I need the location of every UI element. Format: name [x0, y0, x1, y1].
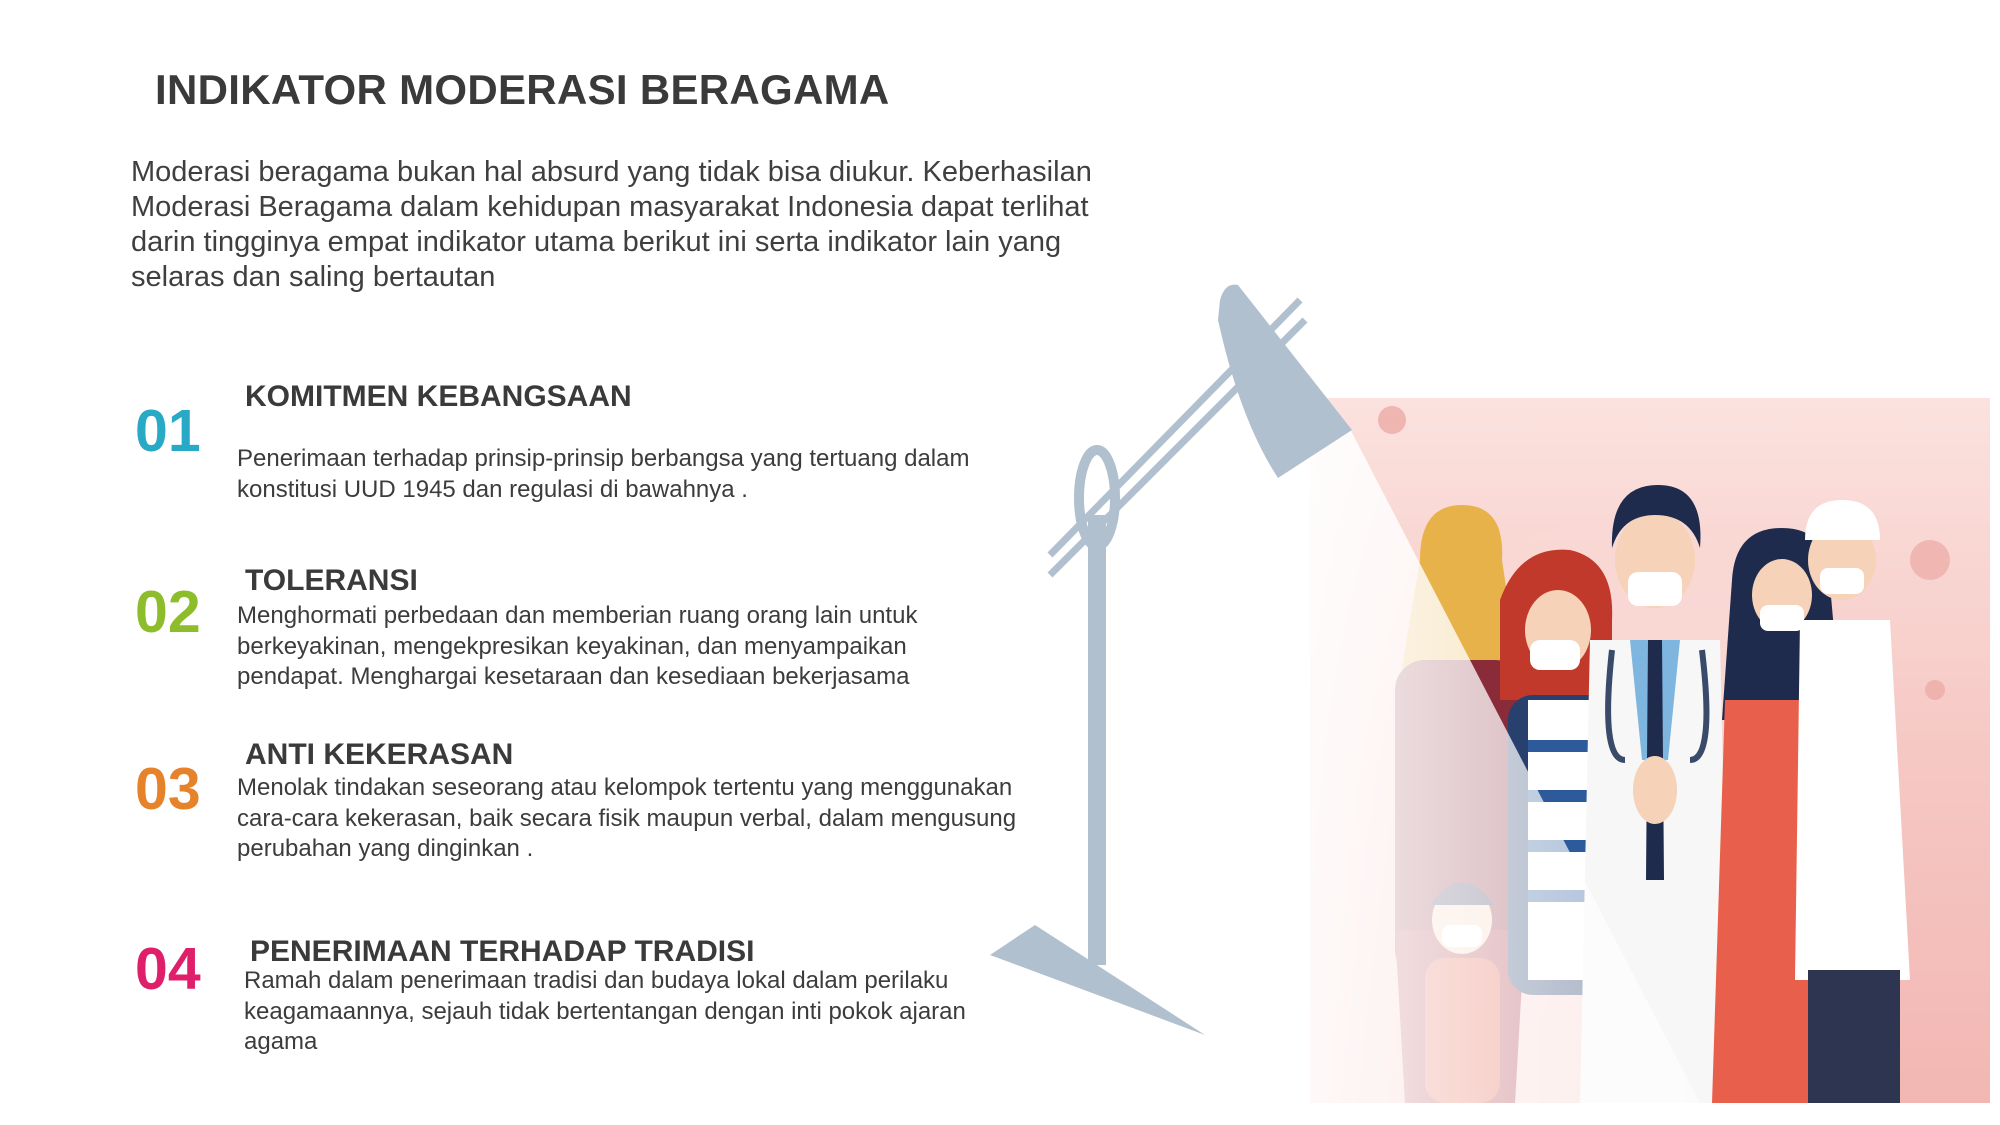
indicator-description-toleransi: Menghormati perbedaan dan memberian ruang orang lain untuk berkeyakinan, mengekpresikan keyakinan, dan menyampaikan pendapat. Menghargai kesetaraan dan kesediaan bekerjasama	[237, 602, 918, 690]
page-title: INDIKATOR MODERASI BERAGAMA	[155, 66, 890, 113]
intro-paragraph: Moderasi beragama bukan hal absurd yang tidak bisa diukur. Keberhasilan Moderasi Beragama dalam kehidupan masyarakat Indonesia dapat terlihat darin tingginya empat indikator utama berikut ini serta indikator lain yang selaras dan saling bertautan	[131, 156, 1092, 293]
indicator-number-03: 03	[135, 756, 201, 822]
indicator-heading-tradisi: PENERIMAAN TERHADAP TRADISI	[250, 935, 755, 968]
indicator-description-kebangsaan: Penerimaan terhadap prinsip-prinsip berbangsa yang tertuang dalam konstitusi UUD 1945 dan regulasi di bawahnya .	[237, 445, 970, 503]
indicator-number-02: 02	[135, 579, 201, 645]
indicator-description-anti-kekerasan: Menolak tindakan seseorang atau kelompok tertentu yang menggunakan cara-cara kekerasan, baik secara fisik maupun verbal, dalam mengusung perubahan yang dinginkan .	[237, 774, 1017, 862]
indicator-description-tradisi: Ramah dalam penerimaan tradisi dan budaya lokal dalam perilaku keagamaannya, sejauh tidak bertentangan dengan inti pokok ajaran agama	[244, 967, 966, 1055]
indicator-number-01: 01	[135, 398, 201, 464]
indicator-number-04: 04	[135, 936, 201, 1002]
indicator-heading-toleransi: TOLERANSI	[245, 564, 418, 597]
indicator-heading-kebangsaan: KOMITMEN KEBANGSAAN	[245, 380, 632, 413]
indicator-heading-anti-kekerasan: ANTI KEKERASAN	[245, 738, 514, 771]
